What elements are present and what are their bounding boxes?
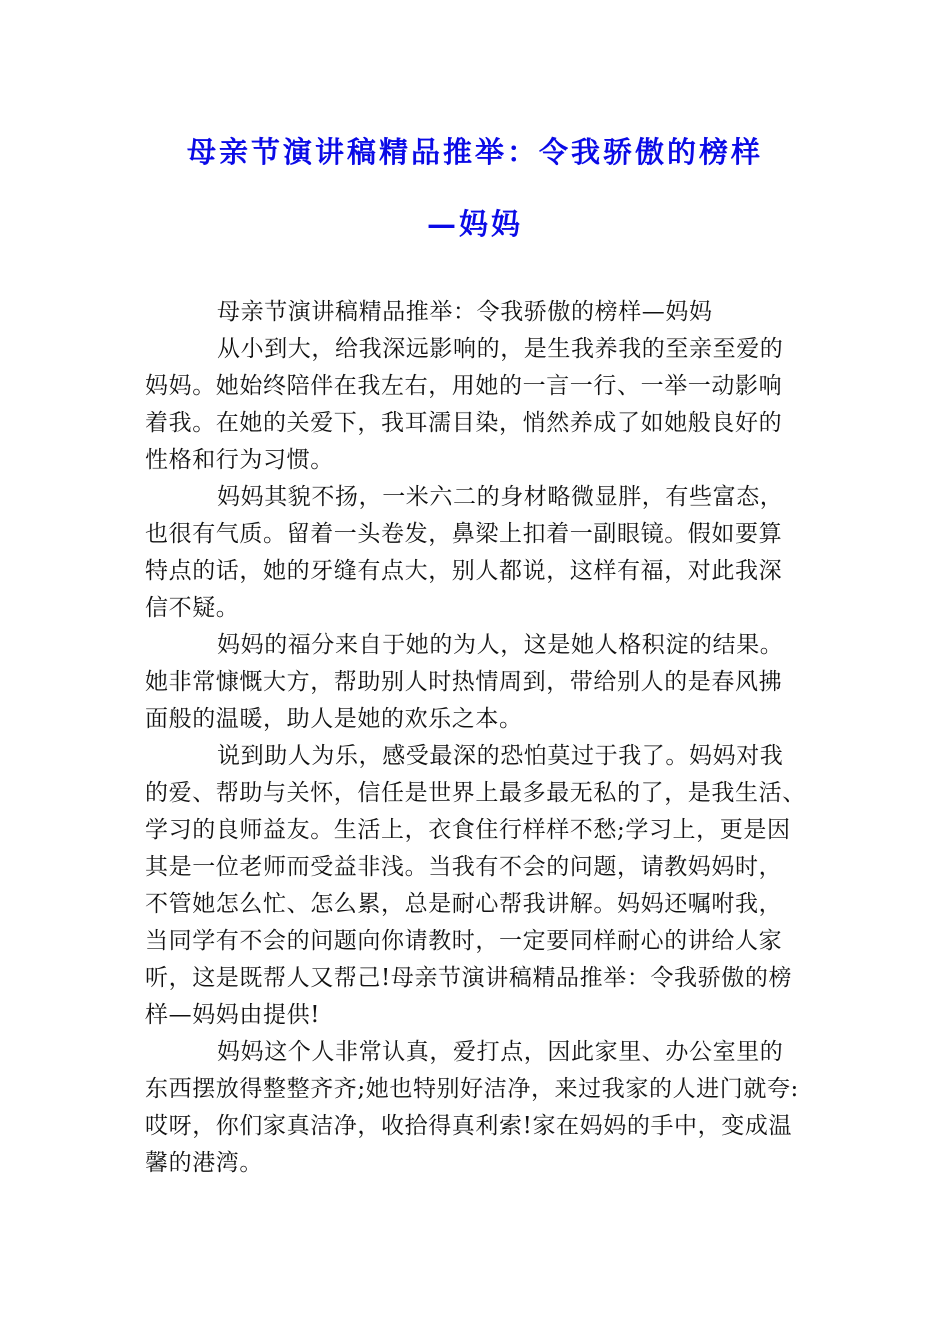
- body-line: 其是一位老师而受益非浅。当我有不会的问题，请教妈妈时，: [145, 854, 783, 880]
- body-line: 面般的温暖，助人是她的欢乐之本。: [145, 706, 523, 732]
- body-line: 样—妈妈由提供!: [145, 1002, 321, 1028]
- body-line: 不管她怎么忙、怎么累，总是耐心帮我讲解。妈妈还嘱咐我，: [145, 891, 783, 917]
- body-line: 东西摆放得整整齐齐;她也特别好洁净，来过我家的人进门就夸:: [145, 1076, 799, 1102]
- body-line: 性格和行为习惯。: [145, 447, 334, 473]
- body-line: 特点的话，她的牙缝有点大，别人都说，这样有福，对此我深: [145, 558, 783, 584]
- document-title-line-1: 母亲节演讲稿精品推举：令我骄傲的榜样: [186, 135, 763, 169]
- body-line: 妈妈的福分来自于她的为人，这是她人格积淀的结果。: [217, 632, 784, 658]
- body-line: 她非常慷慨大方，帮助别人时热情周到，带给别人的是春风拂: [145, 669, 783, 695]
- body-line: 从小到大，给我深远影响的，是生我养我的至亲至爱的: [217, 336, 784, 362]
- body-line: 当同学有不会的问题向你请教时，一定要同样耐心的讲给人家: [145, 928, 783, 954]
- body-line: 说到助人为乐，感受最深的恐怕莫过于我了。妈妈对我: [217, 743, 784, 769]
- body-line: 母亲节演讲稿精品推举：令我骄傲的榜样—妈妈: [217, 299, 713, 325]
- body-line: 也很有气质。留着一头卷发，鼻梁上扣着一副眼镜。假如要算: [145, 521, 783, 547]
- body-line: 的爱、帮助与关怀，信任是世界上最多最无私的了，是我生活、: [145, 780, 806, 806]
- document-body: [145, 294, 810, 1182]
- body-line: 馨的港湾。: [145, 1150, 263, 1176]
- body-line: 妈妈其貌不扬，一米六二的身材略微显胖，有些富态，: [217, 484, 784, 510]
- body-line: 学习的良师益友。生活上，衣食住行样样不愁;学习上，更是因: [145, 817, 791, 843]
- body-line: 着我。在她的关爱下，我耳濡目染，悄然养成了如她般良好的: [145, 410, 783, 436]
- body-line: 妈妈。她始终陪伴在我左右，用她的一言一行、一举一动影响: [145, 373, 783, 399]
- body-line: 信不疑。: [145, 595, 240, 621]
- body-line: 听，这是既帮人又帮己!母亲节演讲稿精品推举：令我骄傲的榜: [145, 965, 793, 991]
- document-title-line-2: —妈妈: [426, 207, 523, 241]
- body-line: 妈妈这个人非常认真，爱打点，因此家里、办公室里的: [217, 1039, 784, 1065]
- body-line: 哎呀，你们家真洁净，收拾得真利索!家在妈妈的手中，变成温: [145, 1113, 793, 1139]
